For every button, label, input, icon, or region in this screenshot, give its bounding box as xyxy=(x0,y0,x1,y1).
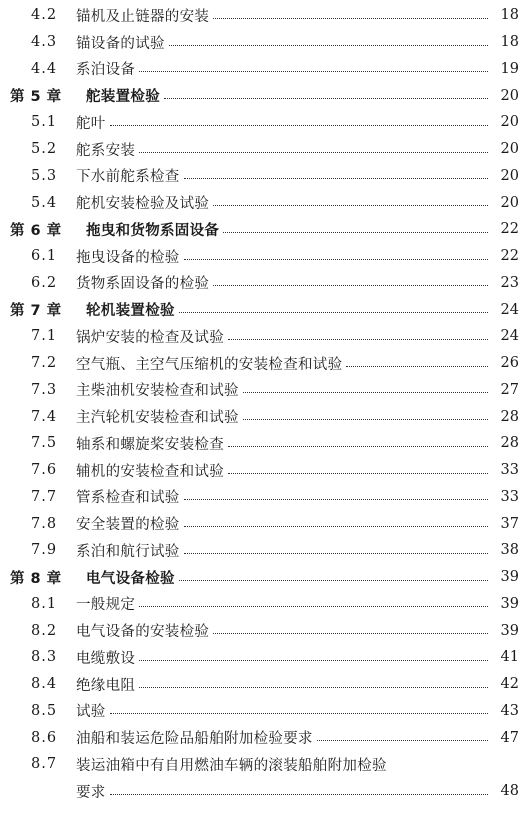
toc-number: 8.3 xyxy=(31,649,58,666)
toc-title: 锚设备的试验 xyxy=(76,35,165,52)
toc-title: 油船和装运危险品船舶附加检验要求 xyxy=(76,731,313,748)
toc-page-number: 33 xyxy=(500,488,519,505)
toc-leader-dots xyxy=(139,152,488,153)
toc-number: 8.6 xyxy=(31,729,58,746)
toc-leader-dots xyxy=(213,633,488,634)
toc-title: 辅机的安装检查和试验 xyxy=(76,463,224,480)
toc-entry-row xyxy=(0,2,529,29)
toc-page-number: 20 xyxy=(500,141,519,158)
toc-leader-dots xyxy=(184,259,488,260)
toc-leader-dots xyxy=(184,526,488,527)
toc-leader-dots xyxy=(139,687,488,688)
toc-title: 试验 xyxy=(76,704,106,721)
toc-page-number: 28 xyxy=(500,435,519,452)
toc-entry-row xyxy=(0,671,529,698)
toc-leader-dots xyxy=(243,419,488,420)
toc-title: 系泊设备 xyxy=(76,62,136,79)
toc-number: 4.4 xyxy=(31,60,58,77)
toc-title: 轴系和螺旋桨安装检查 xyxy=(76,436,224,453)
toc-number: 4.3 xyxy=(31,34,58,51)
toc-number: 8.2 xyxy=(31,622,58,639)
toc-leader-dots xyxy=(184,178,488,179)
toc-page-number: 47 xyxy=(500,729,519,746)
toc-leader-dots xyxy=(243,392,488,393)
toc-leader-dots xyxy=(110,794,488,795)
toc-page-number: 39 xyxy=(500,595,519,612)
toc-title: 系泊和航行试验 xyxy=(76,543,180,560)
toc-page-number: 39 xyxy=(500,569,519,586)
toc-number: 5.1 xyxy=(31,114,58,131)
toc-leader-dots xyxy=(228,473,488,474)
toc-title: 绝缘电阻 xyxy=(76,677,136,694)
toc-entry-row xyxy=(0,778,529,805)
toc-page-number: 38 xyxy=(500,542,519,559)
toc-page-number: 37 xyxy=(500,515,519,532)
toc-leader-dots xyxy=(223,232,488,233)
toc-chapter-row xyxy=(0,296,529,323)
toc-leader-dots xyxy=(228,446,488,447)
toc-number: 7.8 xyxy=(31,515,58,532)
toc-number: 8.5 xyxy=(31,702,58,719)
toc-title: 空气瓶、主空气压缩机的安装检查和试验 xyxy=(76,356,343,373)
toc-page-number: 48 xyxy=(500,783,519,800)
toc-entry-row xyxy=(0,537,529,564)
toc-title: 电气设备检验 xyxy=(86,570,175,587)
toc-title: 主汽轮机安装检查和试验 xyxy=(76,410,239,427)
toc-title: 一般规定 xyxy=(76,597,136,614)
toc-title: 舵装置检验 xyxy=(86,89,160,106)
toc-title: 电气设备的安装检验 xyxy=(76,624,210,641)
toc-page-number: 19 xyxy=(500,60,519,77)
toc-leader-dots xyxy=(179,580,488,581)
toc-number: 4.2 xyxy=(31,7,58,24)
toc-title: 舵系安装 xyxy=(76,142,136,159)
toc-chapter-row xyxy=(0,82,529,109)
toc-entry-row xyxy=(0,163,529,190)
toc-number: 5.2 xyxy=(31,141,58,158)
toc-title: 下水前舵系检查 xyxy=(76,169,180,186)
toc-entry-row xyxy=(0,243,529,270)
toc-title: 舵叶 xyxy=(76,115,106,132)
toc-leader-dots xyxy=(139,660,488,661)
toc-leader-dots xyxy=(110,713,488,714)
toc-number: 7.1 xyxy=(31,328,58,345)
toc-number: 7.4 xyxy=(31,408,58,425)
toc-number: 6.2 xyxy=(31,274,58,291)
toc-title: 拖曳和货物系固设备 xyxy=(86,222,220,239)
toc-page-number: 33 xyxy=(500,462,519,479)
toc-number: 5.3 xyxy=(31,167,58,184)
toc-number: 第 6 章 xyxy=(10,222,62,239)
toc-title: 主柴油机安装检查和试验 xyxy=(76,383,239,400)
toc-title: 安全装置的检验 xyxy=(76,517,180,534)
toc-leader-dots xyxy=(213,205,488,206)
toc-title: 轮机装置检验 xyxy=(86,303,175,320)
toc-page-number: 20 xyxy=(500,167,519,184)
toc-title: 货物系固设备的检验 xyxy=(76,276,210,293)
toc-entry-row xyxy=(0,270,529,297)
toc-page-number: 28 xyxy=(500,408,519,425)
toc-entry-row xyxy=(0,323,529,350)
toc-page-number: 43 xyxy=(500,702,519,719)
toc-entry-row xyxy=(0,350,529,377)
toc-entry-row xyxy=(0,617,529,644)
toc-chapter-row xyxy=(0,216,529,243)
toc-page-number: 27 xyxy=(500,381,519,398)
toc-entry-row xyxy=(0,591,529,618)
toc-leader-dots xyxy=(184,553,488,554)
toc-entry-row xyxy=(0,484,529,511)
toc-number: 8.7 xyxy=(31,756,58,773)
toc-page-number: 22 xyxy=(500,221,519,238)
toc-title: 舵机安装检验及试验 xyxy=(76,196,210,213)
toc-entry-row xyxy=(0,109,529,136)
toc-title: 管系检查和试验 xyxy=(76,490,180,507)
toc-leader-dots xyxy=(179,312,488,313)
toc-entry-row xyxy=(0,510,529,537)
toc-leader-dots xyxy=(228,339,488,340)
toc-page-number: 39 xyxy=(500,622,519,639)
toc-number: 7.9 xyxy=(31,542,58,559)
toc-entry-row xyxy=(0,457,529,484)
toc-leader-dots xyxy=(164,98,488,99)
toc-chapter-row xyxy=(0,564,529,591)
toc-page-number: 24 xyxy=(500,301,519,318)
toc-entry-row xyxy=(0,644,529,671)
toc-entry-row xyxy=(0,189,529,216)
toc-page-number: 20 xyxy=(500,194,519,211)
toc-page-number: 18 xyxy=(500,34,519,51)
toc-entry-row xyxy=(0,751,529,778)
toc-title: 装运油箱中有自用燃油车辆的滚装船舶附加检验 xyxy=(76,757,387,774)
toc-title: 锅炉安装的检查及试验 xyxy=(76,329,224,346)
toc-number: 8.1 xyxy=(31,595,58,612)
toc-page-number: 20 xyxy=(500,114,519,131)
toc-leader-dots xyxy=(139,606,488,607)
toc-number: 第 8 章 xyxy=(10,570,62,587)
toc-entry-row xyxy=(0,724,529,751)
toc-number: 7.6 xyxy=(31,462,58,479)
toc-entry-row xyxy=(0,430,529,457)
toc-number: 7.3 xyxy=(31,381,58,398)
toc-leader-dots xyxy=(346,366,488,367)
toc-page-number: 26 xyxy=(500,355,519,372)
toc-title: 要求 xyxy=(76,784,106,801)
toc-number: 8.4 xyxy=(31,676,58,693)
toc-number: 6.1 xyxy=(31,248,58,265)
toc-number: 7.2 xyxy=(31,355,58,372)
toc-entry-row xyxy=(0,698,529,725)
toc-number: 7.5 xyxy=(31,435,58,452)
toc-leader-dots xyxy=(213,285,488,286)
toc-leader-dots xyxy=(213,18,488,19)
toc-entry-row xyxy=(0,29,529,56)
toc-entry-row xyxy=(0,403,529,430)
toc-entry-row xyxy=(0,136,529,163)
toc-number: 5.4 xyxy=(31,194,58,211)
toc-number: 第 5 章 xyxy=(10,89,62,106)
toc-leader-dots xyxy=(139,71,488,72)
toc-title: 电缆敷设 xyxy=(76,650,136,667)
toc-leader-dots xyxy=(317,740,488,741)
toc-entry-row xyxy=(0,56,529,83)
toc-page-number: 42 xyxy=(500,676,519,693)
toc-page-number: 20 xyxy=(500,87,519,104)
toc-title: 锚机及止链器的安装 xyxy=(76,8,210,25)
toc-entry-row xyxy=(0,377,529,404)
toc-page-number: 41 xyxy=(500,649,519,666)
toc-number: 第 7 章 xyxy=(10,303,62,320)
toc-page-number: 22 xyxy=(500,248,519,265)
toc-leader-dots xyxy=(110,125,488,126)
toc-leader-dots xyxy=(184,499,488,500)
toc-title: 拖曳设备的检验 xyxy=(76,249,180,266)
toc-page-number: 24 xyxy=(500,328,519,345)
toc-number: 7.7 xyxy=(31,488,58,505)
toc-leader-dots xyxy=(169,45,488,46)
toc-page-number: 23 xyxy=(500,274,519,291)
toc-page-number: 18 xyxy=(500,7,519,24)
